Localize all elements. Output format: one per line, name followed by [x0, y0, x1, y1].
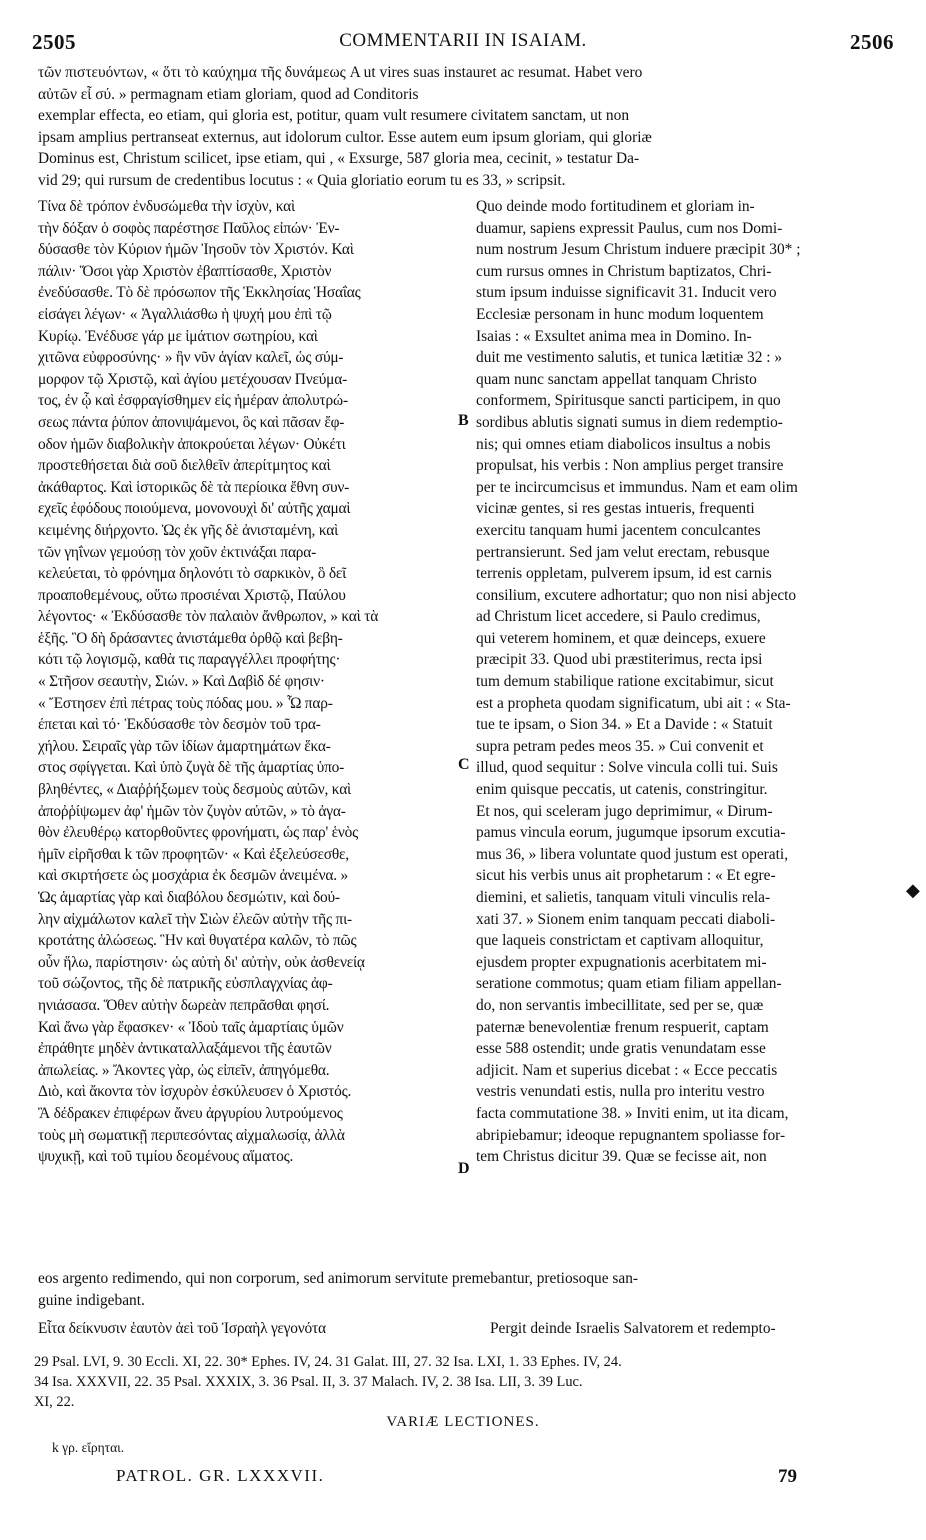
- latin-text-line: facta commutatione 38. » Inviti enim, ut ita dicam,: [476, 1104, 789, 1122]
- greek-text-line: έπεται καὶ τό· Ἐκδύσασθε τὸν δεσμὸν τοῦ τρα-: [38, 716, 321, 734]
- greek-text-line: χήλου. Σειραῖς γὰρ τῶν ἰδίων ἁμαρτημάτων ἕκα-: [38, 737, 331, 755]
- latin-text-line: Isaias : « Exsultet anima mea in Domino. In-: [476, 327, 752, 345]
- greek-text-line: Τίνα δὲ τρόπον ἐνδυσώμεθα τὴν ἰσχὺν, καὶ: [38, 198, 295, 215]
- greek-text-line: Ἃ δέδρακεν ἐπιφέρων ἄνευ ἀργυρίου λυτρούμενος: [38, 1104, 343, 1122]
- greek-text-line: Διὸ, καὶ ἄκοντα τὸν ἰσχυρὸν ἐσκύλευσεν ὁ Χριστός.: [38, 1083, 352, 1101]
- latin-text-line: Quo deinde modo fortitudinem et gloriam in-: [476, 198, 755, 215]
- greek-text-line: ἀποῤῥίψωμεν ἀφ' ἡμῶν τὸν ζυγὸν αὐτῶν, » τὸ ἀγα-: [38, 802, 346, 820]
- latin-text-line: tem Christus dicitur 39. Quæ se fecisse ait, non: [476, 1148, 767, 1166]
- top-paragraph-line: τῶν πιστευόντων, « ὅτι τὸ καύχημα τῆς δυνάμεως A ut vires suas instauret ac resumat. Habet vero: [38, 64, 643, 81]
- latin-text-line: supra petram pedes meos 35. » Cui convenit et: [476, 737, 764, 755]
- latin-text-line: illud, quod sequitur : Solve vincula colli tui. Suis: [476, 759, 778, 777]
- latin-text-line: paternæ benevolentiæ frenum respuerit, captam: [476, 1018, 769, 1036]
- latin-text-line: tue te ipsam, o Sion 34. » Et a Davide : « Statuit: [476, 716, 773, 734]
- margin-bullet-icon: ◆: [906, 880, 920, 900]
- latin-text-line: vicinæ gentes, si res gestas intueris, frequenti: [476, 500, 755, 518]
- latin-text-line: mus 36, » libera voluntate quod justum est operati,: [476, 845, 789, 863]
- greek-text-line: ἐπράθητε μηδὲν ἀντικαταλλαξάμενοι τῆς ἑαυτῶν: [38, 1040, 332, 1058]
- greek-text-line: « Ἔστησεν ἐπὶ πέτρας τοὺς πόδας μου. » Ὧ παρ-: [38, 694, 333, 712]
- greek-text-line: κελεύεται, τὸ φρόνημα δηλονότι τὸ σαρκικὸν, ὃ δεῖ: [38, 565, 347, 583]
- greek-text-line: οὖν ἥλω, παρίστησιν· ὡς αὐτὴ δι' αὐτὴν, οὐκ ἀσθενείᾳ: [38, 953, 365, 971]
- greek-text-line: πάλιν· Ὅσοι γὰρ Χριστὸν ἐβαπτίσασθε, Χριστὸν: [38, 262, 332, 280]
- latin-column: [476, 196, 894, 1168]
- greek-text-line: ἀπωλείας. » Ἄκοντες γὰρ, ὡς εἰπεῖν, ἀπηγόμεθα.: [38, 1061, 330, 1079]
- latin-text-line: propulsat, his verbis : Non amplius perget transire: [476, 457, 784, 475]
- greek-text-line: προαποθεμένους, οὕτω προσιέναι Χριστῷ, Παύλου: [38, 586, 346, 604]
- top-paragraph: [38, 62, 894, 192]
- latin-text-line: cum rursus omnes in Christum baptizatos, Chri-: [476, 262, 772, 280]
- greek-text-line: μορφον τῷ Χριστῷ, καὶ ἁγίου μετέχουσαν Πνεύμα-: [38, 370, 347, 388]
- latin-text-line: sicut his verbis unus ait prophetarum : « Et egre-: [476, 867, 776, 885]
- latin-text-line: consilium, excutere adhortatur; quo non nisi abjecto: [476, 586, 797, 604]
- greek-text-line: τος, ἐν ᾧ καὶ ἐσφραγίσθημεν εἰς ἡμέραν ἀπολυτρώ-: [38, 392, 348, 410]
- top-paragraph-line: ipsam amplius pertranseat externus, aut idolorum cultor. Esse autem eum ipsum gloriam, qui gloriæ: [38, 128, 652, 146]
- variae-lectiones-heading: VARIÆ LECTIONES.: [386, 1414, 540, 1430]
- greek-text-line: Καὶ ἄνω γὰρ ἔφασκεν· « Ἰδοὺ ταῖς ἁμαρτίαις ὑμῶν: [38, 1018, 344, 1036]
- footnote-line: 34 Isa. XXXVII, 22. 35 Psal. XXXIX, 3. 36 Psal. II, 3. 37 Malach. IV, 2. 38 Isa. LII, 3. 39 Luc.: [34, 1374, 583, 1390]
- greek-text-line: λέγοντος· « Ἐκδύσασθε τὸν παλαιὸν ἄνθρωπον, » καὶ τὰ: [38, 608, 379, 626]
- latin-text-line: duit me vestimento salutis, et tunica lætitiæ 32 : »: [476, 349, 783, 367]
- latin-continuation: [490, 1318, 908, 1340]
- latin-text-line: quam nunc sanctam appellat tanquam Christo: [476, 370, 757, 388]
- greek-text-line: βληθέντες, « Διαῤῥήξωμεν τοὺς δεσμοὺς αὐτῶν, καὶ: [38, 781, 351, 799]
- latin-text-line: duamur, sapiens expressit Paulus, cum nos Domi-: [476, 219, 783, 237]
- latin-text-line: esse 588 ostendit; unde gratis venundatam esse: [476, 1040, 766, 1058]
- right-column-number: 2506: [850, 30, 894, 54]
- margin-marker-b: B: [458, 412, 469, 429]
- greek-continuation: [38, 1318, 458, 1340]
- latin-text-line: adjicit. Nam et superius dicebat : « Ecce peccatis: [476, 1061, 778, 1079]
- greek-text-line: οδον ἡμῶν διαβολικὴν ἀποκρούεται λέγων· Οὐκέτι: [38, 435, 346, 453]
- latin-text-line: exercitu tanquam humi jacentem conculcantes: [476, 521, 761, 539]
- greek-text-line: Κυρίῳ. Ἐνέδυσε γάρ με ἱμάτιον σωτηρίου, καὶ: [38, 327, 318, 345]
- margin-marker-d: D: [458, 1160, 470, 1177]
- top-paragraph-line: αὐτῶν εἶ σύ. » permagnam etiam gloriam, quod ad Conditoris: [38, 85, 419, 103]
- latin-text-line: Ecclesiæ personam in hunc modum loquentem: [476, 305, 764, 323]
- latin-text-line: tum demum stabilique ratione excitabimur, sicut: [476, 673, 774, 691]
- latin-text-line: pamus vincula eorum, jugumque ipsorum excutia-: [476, 824, 786, 842]
- greek-text-line: ἀκάθαρτος. Καὶ ἱστορικῶς δὲ τὰ περίοικα ἔθνη συν-: [38, 478, 350, 496]
- latin-text-line: ejusdem propter expugnationis acerbitatem mi-: [476, 953, 767, 971]
- greek-text-line: τὴν δόξαν ὁ σοφὸς παρέστησε Παῦλος εἰπών· Ἐν-: [38, 219, 340, 237]
- latin-text-line: præcipit 33. Quod ubi præstiterimus, recta ipsi: [476, 651, 763, 669]
- latin-text-line: enim quisque peccatis, ut catenis, constringitur.: [476, 781, 768, 799]
- latin-text-line: vestris venundati estis, nulla pro interitu vestro: [476, 1083, 765, 1101]
- greek-text-line: εἰσάγει λέγων· « Ἀγαλλιάσθω ἡ ψυχή μου ἐπὶ τῷ: [38, 305, 332, 323]
- greek-text-line: ἡμῖν εἰρῆσθαι k τῶν προφητῶν· « Καὶ ἐξελεύσεσθε,: [38, 845, 349, 863]
- greek-text-line: θὸν ἐλευθέρῳ κατορθοῦντες φρονήματι, ὡς παρ' ἑνὸς: [38, 824, 359, 842]
- latin-continuation-line: Pergit deinde Israelis Salvatorem et redempto-: [490, 1320, 776, 1337]
- greek-text-line: δύσασθε τὸν Κύριον ἡμῶν Ἰησοῦν τὸν Χριστόν. Καὶ: [38, 241, 354, 259]
- greek-text-line: κειμένης διήρχοντο. Ὡς ἐκ γῆς δὲ ἀνισταμένη, καὶ: [38, 521, 339, 539]
- latin-text-line: sordibus ablutis signati sumus in diem redemptio-: [476, 413, 783, 431]
- latin-text-line: abripiebamur; ideoque repugnantem spoliasse for-: [476, 1126, 786, 1144]
- top-paragraph-line: vid 29; qui rursum de credentibus locutus : « Quia gloriatio eorum tu es 33, » scripsit.: [38, 171, 566, 189]
- greek-text-line: ἐνεδύσασθε. Τὸ δὲ πρόσωπον τῆς Ἐκκλησίας Ἡσαΐας: [38, 284, 361, 302]
- variant-reading: k γρ. εἴρηται.: [52, 1440, 125, 1455]
- greek-text-line: λην αἰχμάλωτον καλεῖ τὴν Σιὼν ἐλεῶν αὐτὴν τῆς πι-: [38, 910, 352, 928]
- latin-text-line: qui veterem hominem, et quæ deinceps, exuere: [476, 629, 766, 647]
- scripture-footnotes: [34, 1352, 894, 1412]
- latin-text-line: que laqueis constrictam et captivam alloquitur,: [476, 932, 764, 950]
- top-paragraph-line: exemplar effecta, eo etiam, qui gloria est, potitur, quam vult resumere civitatem sanctam, ut non: [38, 107, 630, 125]
- greek-text-line: ἑξῆς. Ὃ δὴ δράσαντες ἀνιστάμεθα ὀρθῷ καὶ βεβη-: [38, 629, 343, 647]
- greek-text-line: ψυχικῇ, καὶ τοῦ τιμίου δεομένους αἵματος.: [38, 1148, 294, 1166]
- latin-text-line: est a propheta quodam significatum, ubi ait : « Sta-: [476, 694, 791, 712]
- latin-text-line: diemini, et salietis, tanquam vituli vinculis rela-: [476, 889, 771, 906]
- latin-text-line: ad Christum licet accedere, si Paulo credimus,: [476, 608, 761, 626]
- latin-text-line: seratione commotus; quam etiam filiam appellan-: [476, 975, 782, 993]
- top-paragraph-line: Dominus est, Christum scilicet, ipse etiam, qui , « Exsurge, 587 gloria mea, cecinit, » testatur Da-: [38, 150, 640, 168]
- greek-text-line: κότι τῷ λογισμῷ, καθὰ τις παραγγέλλει προφήτης·: [38, 651, 341, 669]
- greek-text-line: σεως πάντα ῥύπον ἀπονιψάμενοι, ὃς καὶ πᾶσαν ἔφ-: [38, 413, 345, 431]
- greek-continuation-line: Εἶτα δείκνυσιν ἑαυτὸν ἀεὶ τοῦ Ἰσραὴλ γεγονότα: [38, 1320, 326, 1337]
- greek-text-line: « Στῆσον σεαυτὴν, Σιών. » Καὶ Δαβὶδ δέ φησιν·: [38, 673, 325, 691]
- running-title: COMMENTARII IN ISAIAM.: [339, 30, 587, 51]
- greek-text-line: εχεῖς ἐφόδους ποιούμενα, μονονουχὶ δι' αὐτῆς χαμαὶ: [38, 500, 351, 518]
- patrologia-signature: PATROL. GR. LXXXVII.: [116, 1466, 325, 1485]
- greek-text-line: τοῦ σώζοντος, τῆς δὲ πατρικῆς εὐσπλαγχνίας ἀφ-: [38, 975, 333, 993]
- latin-text-line: terrenis oppletam, pulverem ipsum, id est carnis: [476, 565, 772, 583]
- greek-text-line: χιτῶνα εὐφροσύνης· » ἣν νῦν ἁγίαν καλεῖ, ὡς σύμ-: [38, 349, 344, 367]
- latin-text-line: do, non servantis imbecillitate, sed per se, quæ: [476, 996, 764, 1014]
- footnote-line: 29 Psal. LVI, 9. 30 Eccli. XI, 22. 30* Ephes. IV, 24. 31 Galat. III, 27. 32 Isa. LXI, 1. 33 Ephes. IV, 24.: [34, 1354, 622, 1370]
- latin-text-line: num nostrum Jesum Christum induere præcipit 30* ;: [476, 241, 801, 259]
- greek-text-line: τῶν γηΐνων γεμούσῃ τὸν χοῦν ἐκτινάξαι παρα-: [38, 543, 317, 561]
- greek-column: [38, 196, 458, 1168]
- page-number: 79: [778, 1466, 797, 1487]
- running-header: [32, 30, 894, 60]
- latin-text-line: pertransierunt. Sed jam velut erectam, rebusque: [476, 543, 770, 561]
- greek-text-line: στος σφίγγεται. Καὶ ὑπὸ ζυγὰ δὲ τῆς ἁμαρτίας ὑπο-: [38, 759, 345, 777]
- greek-text-line: κροτάτης ἁλώσεως. Ἣν καὶ θυγατέρα καλῶν, τὸ πῶς: [38, 932, 357, 950]
- latin-text-line: per te incircumcisus et immundus. Nam et eam olim: [476, 478, 798, 496]
- left-column-number: 2505: [32, 30, 76, 54]
- greek-text-line: τοὺς μὴ σωματικῇ περιπεσόντας αἰχμαλωσίᾳ, ἀλλὰ: [38, 1126, 345, 1144]
- closing-paragraph-line: eos argento redimendo, qui non corporum, sed animorum servitute premebantur, pretiosoque san-: [38, 1270, 639, 1287]
- footnote-line: XI, 22.: [34, 1394, 75, 1410]
- greek-text-line: ηνιάσασα. Ὅθεν αὐτὴν δωρεὰν πεπρᾶσθαι φησί.: [38, 996, 330, 1014]
- greek-text-line: Ὡς ἁμαρτίας γὰρ καὶ διαβόλου δεσμώτιν, καὶ δού-: [38, 889, 340, 906]
- latin-text-line: conformem, Spiritusque sancti participem, in quo: [476, 392, 781, 410]
- margin-marker-c: C: [458, 756, 470, 773]
- latin-text-line: nis; qui omnes etiam diabolicos insultus a nobis: [476, 435, 771, 453]
- greek-text-line: καὶ σκιρτήσετε ὡς μοσχάρια ἐκ δεσμῶν ἀνειμένα. »: [38, 867, 349, 885]
- closing-paragraph: [38, 1268, 894, 1311]
- latin-text-line: stum ipsum induisse significavit 31. Inducit vero: [476, 284, 777, 302]
- latin-text-line: xati 37. » Sionem enim tanquam peccati diaboli-: [476, 910, 776, 928]
- greek-text-line: προστεθήσεται διὰ σοῦ διελθεῖν ἀπερίτμητος καὶ: [38, 457, 331, 475]
- latin-text-line: Et nos, qui sceleram jugo deprimimur, « Dirum-: [476, 802, 773, 820]
- closing-paragraph-line: guine indigebant.: [38, 1291, 145, 1309]
